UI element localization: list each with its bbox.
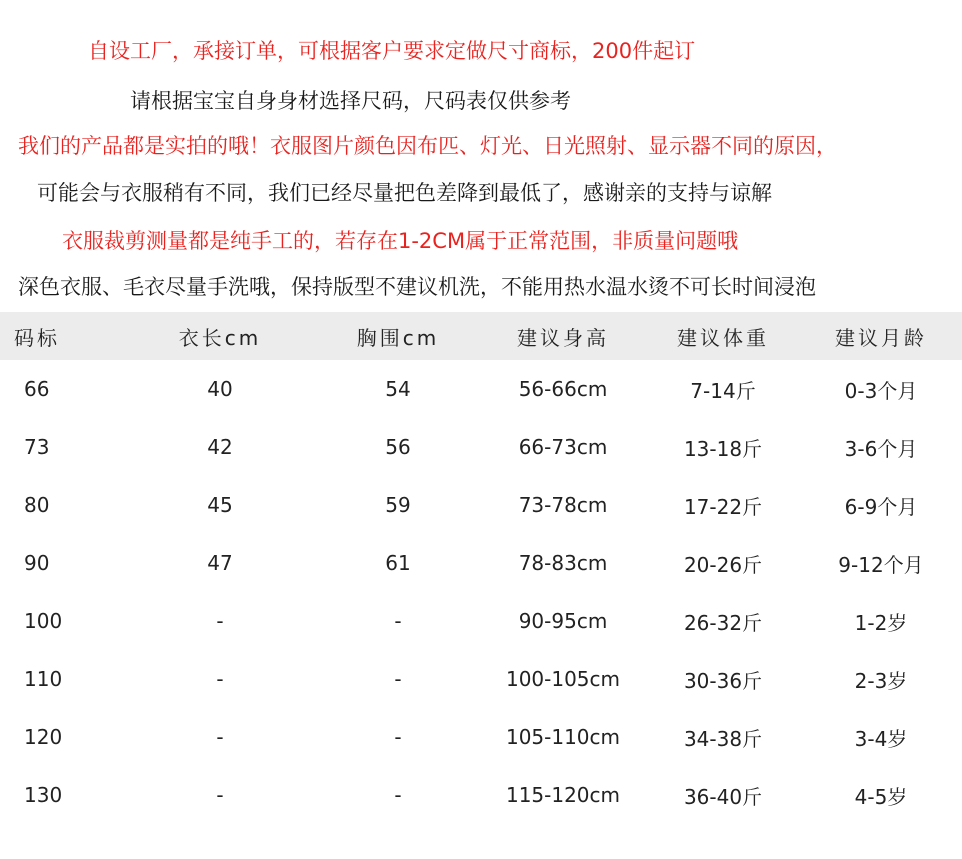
table-row: [0, 650, 962, 708]
notice-size-reference: 请根据宝宝自身身材选择尺码，尺码表仅供参考: [130, 89, 571, 113]
cell-age: 3-4岁: [854, 726, 908, 751]
cell-length: -: [216, 783, 224, 807]
cell-height: 100-105cm: [505, 667, 621, 691]
cell-size: 110: [24, 667, 63, 691]
table-row: [0, 766, 962, 824]
table-row: [0, 360, 962, 418]
cell-chest: -: [394, 783, 402, 807]
cell-weight: 7-14斤: [690, 378, 756, 403]
notice-measurement-tolerance: 衣服裁剪测量都是纯手工的，若存在1-2CM属于正常范围，非质量问题哦: [62, 229, 739, 253]
cell-height: 105-110cm: [505, 725, 621, 749]
table-row: [0, 418, 962, 476]
notice-washing-instructions: 深色衣服、毛衣尽量手洗哦，保持版型不建议机洗，不能用热水温水烫不可长时间浸泡: [18, 275, 816, 299]
table-row: [0, 708, 962, 766]
cell-age: 9-12个月: [838, 552, 924, 577]
cell-weight: 17-22斤: [683, 494, 763, 519]
cell-weight: 30-36斤: [683, 668, 763, 693]
cell-size: 120: [24, 725, 63, 749]
table-row: [0, 534, 962, 592]
cell-length: -: [216, 667, 224, 691]
header-length: 衣长cm: [178, 325, 262, 350]
cell-weight: 20-26斤: [683, 552, 763, 577]
cell-length: 47: [207, 551, 233, 575]
cell-height: 90-95cm: [518, 609, 608, 633]
cell-height: 66-73cm: [518, 435, 608, 459]
cell-size: 100: [24, 609, 63, 633]
cell-size: 80: [24, 493, 50, 517]
table-body: [0, 360, 962, 824]
cell-age: 6-9个月: [844, 494, 918, 519]
cell-length: -: [216, 725, 224, 749]
cell-chest: 61: [385, 551, 411, 575]
cell-age: 1-2岁: [854, 610, 908, 635]
cell-height: 78-83cm: [518, 551, 608, 575]
header-age: 建议月龄: [835, 325, 927, 350]
table-header-row: [0, 312, 962, 360]
header-height: 建议身高: [517, 325, 609, 350]
cell-age: 4-5岁: [854, 784, 908, 809]
header-chest: 胸围cm: [356, 325, 440, 350]
cell-length: 45: [207, 493, 233, 517]
cell-length: -: [216, 609, 224, 633]
cell-size: 130: [24, 783, 63, 807]
table-row: [0, 592, 962, 650]
cell-weight: 26-32斤: [683, 610, 763, 635]
cell-chest: 56: [385, 435, 411, 459]
cell-size: 73: [24, 435, 50, 459]
cell-chest: -: [394, 725, 402, 749]
notice-color-difference: 可能会与衣服稍有不同，我们已经尽量把色差降到最低了，感谢亲的支持与谅解: [37, 181, 772, 205]
cell-weight: 36-40斤: [683, 784, 763, 809]
cell-weight: 13-18斤: [683, 436, 763, 461]
cell-height: 56-66cm: [518, 377, 608, 401]
cell-weight: 34-38斤: [683, 726, 763, 751]
notice-custom-order: 自设工厂，承接订单，可根据客户要求定做尺寸商标，200件起订: [88, 39, 696, 63]
cell-age: 0-3个月: [844, 378, 918, 403]
cell-length: 40: [207, 377, 233, 401]
notice-real-photo: 我们的产品都是实拍的哦！衣服图片颜色因布匹、灯光、日光照射、显示器不同的原因，: [18, 134, 837, 158]
table-row: [0, 476, 962, 534]
cell-height: 115-120cm: [505, 783, 621, 807]
cell-chest: 59: [385, 493, 411, 517]
cell-age: 3-6个月: [844, 436, 918, 461]
header-size-label: 码标: [14, 325, 60, 350]
cell-height: 73-78cm: [518, 493, 608, 517]
cell-size: 90: [24, 551, 50, 575]
cell-chest: 54: [385, 377, 411, 401]
cell-chest: -: [394, 667, 402, 691]
cell-size: 66: [24, 377, 50, 401]
cell-length: 42: [207, 435, 233, 459]
cell-chest: -: [394, 609, 402, 633]
header-weight: 建议体重: [677, 325, 769, 350]
cell-age: 2-3岁: [854, 668, 908, 693]
size-chart-table: [0, 312, 962, 824]
